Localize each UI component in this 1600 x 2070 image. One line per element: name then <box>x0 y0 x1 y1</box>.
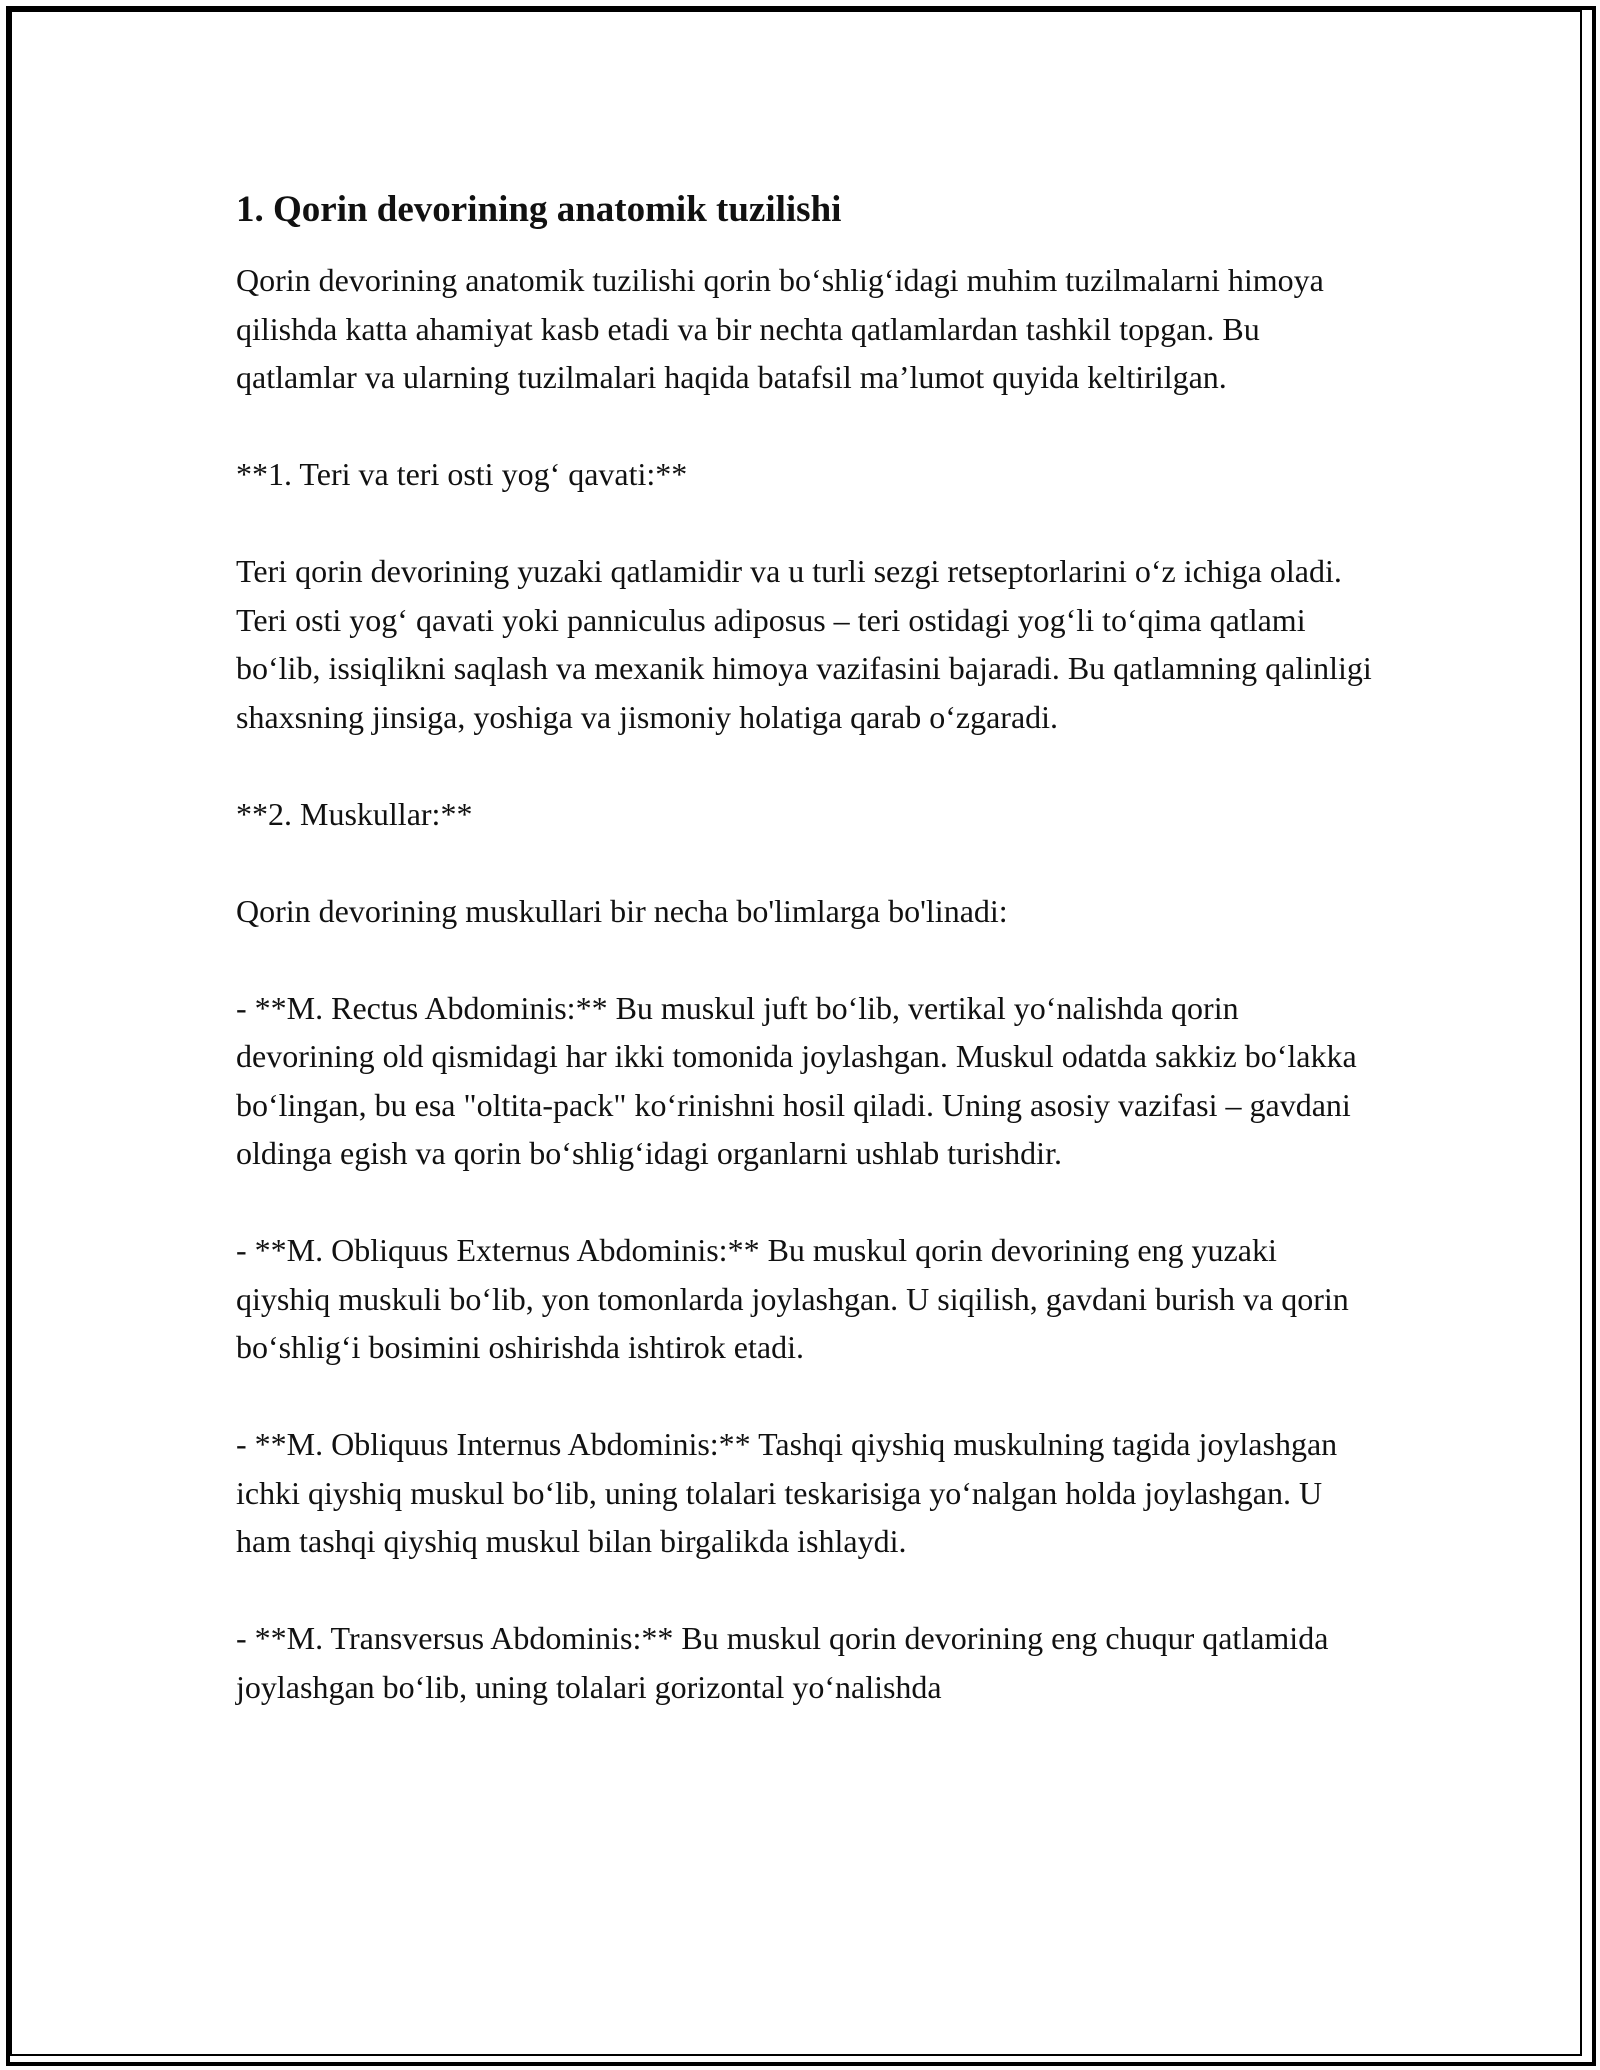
obliquus-externus-paragraph: - **M. Obliquus Externus Abdominis:** Bu muskul qorin devorining eng yuzaki qiyshiq muskuli bo‘lib, yon tomonlarda joylashgan. U siqilish, gavdani burish va qorin bo‘shlig‘i bosimini oshirishda ishtirok etadi. <box>236 1232 1349 1365</box>
rectus-abdominis-paragraph: - **M. Rectus Abdominis:** Bu muskul juft bo‘lib, vertikal yo‘nalishda qorin devorining old qismidagi har ikki tomonida joylashgan. Muskul odatda sakkiz bo‘lakka bo‘lingan, bu esa "oltita-pack" ko‘rinishni hosil qiladi. Uning asosiy vazifasi – gavdani oldinga egish va qorin bo‘shlig‘idagi organlarni ushlab turishdir. <box>236 989 1357 1171</box>
subheading-muscles: **2. Muskullar:** <box>236 795 473 832</box>
intro-paragraph: Qorin devorining anatomik tuzilishi qorin bo‘shlig‘idagi muhim tuzilmalarni himoya qilishda katta ahamiyat kasb etadi va bir nechta qatlamlardan tashkil topgan. Bu qatlamlar va ularning tuzilmalari haqida batafsil ma’lumot quyida keltirilgan. <box>236 262 1324 395</box>
muscles-intro-paragraph: Qorin devorining muskullari bir necha bo'limlarga bo'linadi: <box>236 892 1008 929</box>
skin-layer-paragraph: Teri qorin devorining yuzaki qatlamidir va u turli sezgi retseptorlarini o‘z ichiga oladi. Teri osti yog‘ qavati yoki panniculus adiposus – teri ostidagi yog‘li to‘qima qatlami bo‘lib, issiqlikni saqlash va mexanik himoya vazifasini bajaradi. Bu qatlamning qalinligi shaxsning jinsiga, yoshiga va jismoniy holatiga qarab o‘zgaradi. <box>236 553 1372 735</box>
transversus-abdominis-paragraph: - **M. Transversus Abdominis:** Bu muskul qorin devorining eng chuqur qatlamida joylashgan bo‘lib, uning tolalari gorizontal yo‘nalishda <box>236 1620 1329 1705</box>
section-heading: 1. Qorin devorining anatomik tuzilishi <box>236 189 842 230</box>
obliquus-internus-paragraph: - **M. Obliquus Internus Abdominis:** Tashqi qiyshiq muskulning tagida joylashgan ichki qiyshiq muskul bo‘lib, uning tolalari teskarisiga yo‘nalgan holda joylashgan. U ham tashqi qiyshiq muskul bilan birgalikda ishlaydi. <box>236 1426 1338 1559</box>
subheading-skin-layer: **1. Teri va teri osti yog‘ qavati:** <box>236 456 688 492</box>
document-body <box>236 186 1376 1760</box>
